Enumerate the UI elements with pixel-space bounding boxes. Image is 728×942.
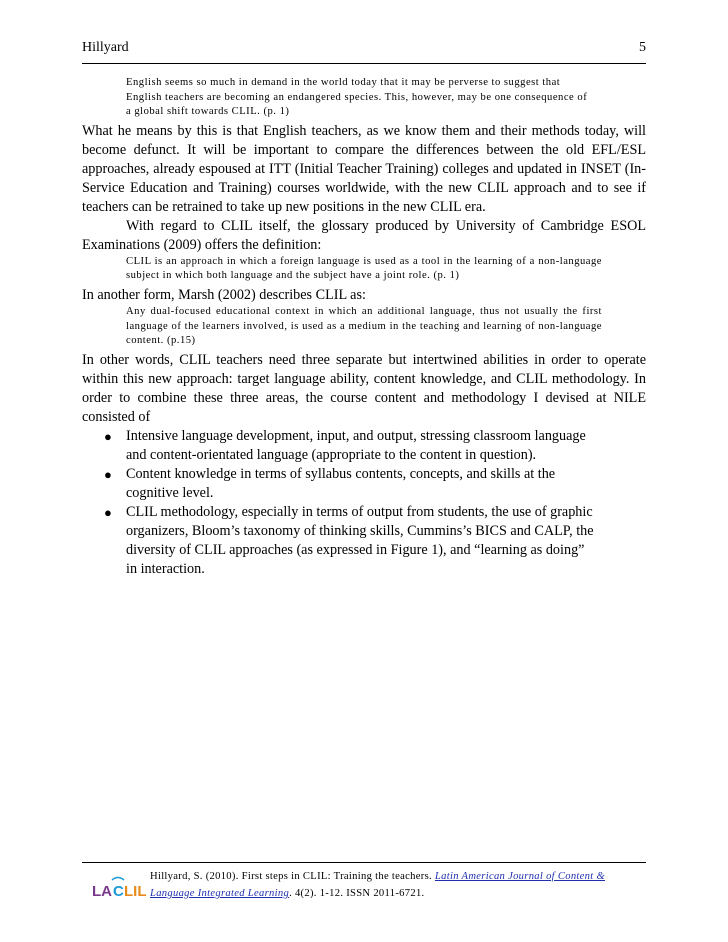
bullet-icon: ● [104, 466, 112, 482]
quote-1-line: English teachers are becoming an endangered species. This, however, may be one consequence of [126, 91, 588, 103]
paragraph-3: In another form, Marsh (2002) describes CLIL as: [82, 286, 366, 303]
block-quote-3: Any dual-focused educational context in which an additional language, thus not usually the first language of the learners involved, is used as a medium in the teaching and learning of non-language content. (p.15) [126, 305, 602, 347]
paragraph-1: What he means by this is that English teachers, as we know them and their methods today, will become defunct. It will be important to compare the differences between the old EFL/ESL approaches, already espoused at ITT (Initial Teacher Training) colleges and updated in INSET (In-Service Education and Training) courses worldwide, with the new CLIL approach and to see if teachers can be retrained to take up new positions in the new CLIL era. [82, 122, 646, 215]
citation-suffix: . 4(2). 1-12. ISSN 2011-6721. [289, 888, 425, 899]
list-item [82, 465, 598, 503]
laclil-logo [92, 874, 147, 902]
header-page-number: 5 [639, 40, 646, 55]
paragraph-2: With regard to CLIL itself, the glossary produced by University of Cambridge ESOL Examinations (2009) offers the definition: [82, 217, 646, 253]
citation-prefix: Hillyard, S. (2010). First steps in CLIL: Training the teachers. [150, 871, 435, 882]
paragraph-4: In other words, CLIL teachers need three separate but intertwined abilities in order to operate within this new approach: target language ability, content knowledge, and CLIL methodology. In order to combine these three areas, the course content and methodology I devised at NILE consisted of [82, 351, 646, 425]
list-item [82, 427, 598, 465]
list-item-text: CLIL methodology, especially in terms of output from students, the use of graphic organizers, Bloom’s taxonomy of thinking skills, Cummins’s BICS and CALP, the diversity of CLIL approaches (as expressed in Figure 1), and “learning as doing” in interaction. [126, 503, 594, 577]
bullet-icon: ● [104, 504, 112, 520]
svg-text:LA: LA [92, 883, 112, 900]
header-rule [82, 63, 646, 64]
svg-text:C: C [113, 883, 124, 900]
body-text [82, 76, 646, 579]
bullet-list [82, 427, 646, 579]
list-item-text: Content knowledge in terms of syllabus contents, concepts, and skills at the cognitive level. [126, 465, 556, 501]
list-item-text: Intensive language development, input, and output, stressing classroom language and content-orientated language (appropriate to the content in question). [126, 427, 586, 463]
svg-text:LIL: LIL [124, 883, 147, 900]
block-quote-1 [126, 76, 602, 120]
block-quote-2: CLIL is an approach in which a foreign language is used as a tool in the learning of a non-language subject in which both language and the subject have a joint role. (p. 1) [126, 255, 602, 282]
footer-rule [82, 862, 646, 863]
journal-link[interactable]: Latin American Journal of Content & Language Integrated Learning [150, 871, 606, 899]
list-item [82, 503, 598, 579]
quote-1-line: English seems so much in demand in the world today that it may be perverse to suggest that [126, 77, 561, 88]
running-header [82, 38, 646, 58]
header-author: Hillyard [82, 40, 129, 55]
footer-citation [150, 868, 646, 902]
bullet-icon: ● [104, 428, 112, 444]
quote-1-line: a global shift towards CLIL. (p. 1) [126, 106, 290, 118]
